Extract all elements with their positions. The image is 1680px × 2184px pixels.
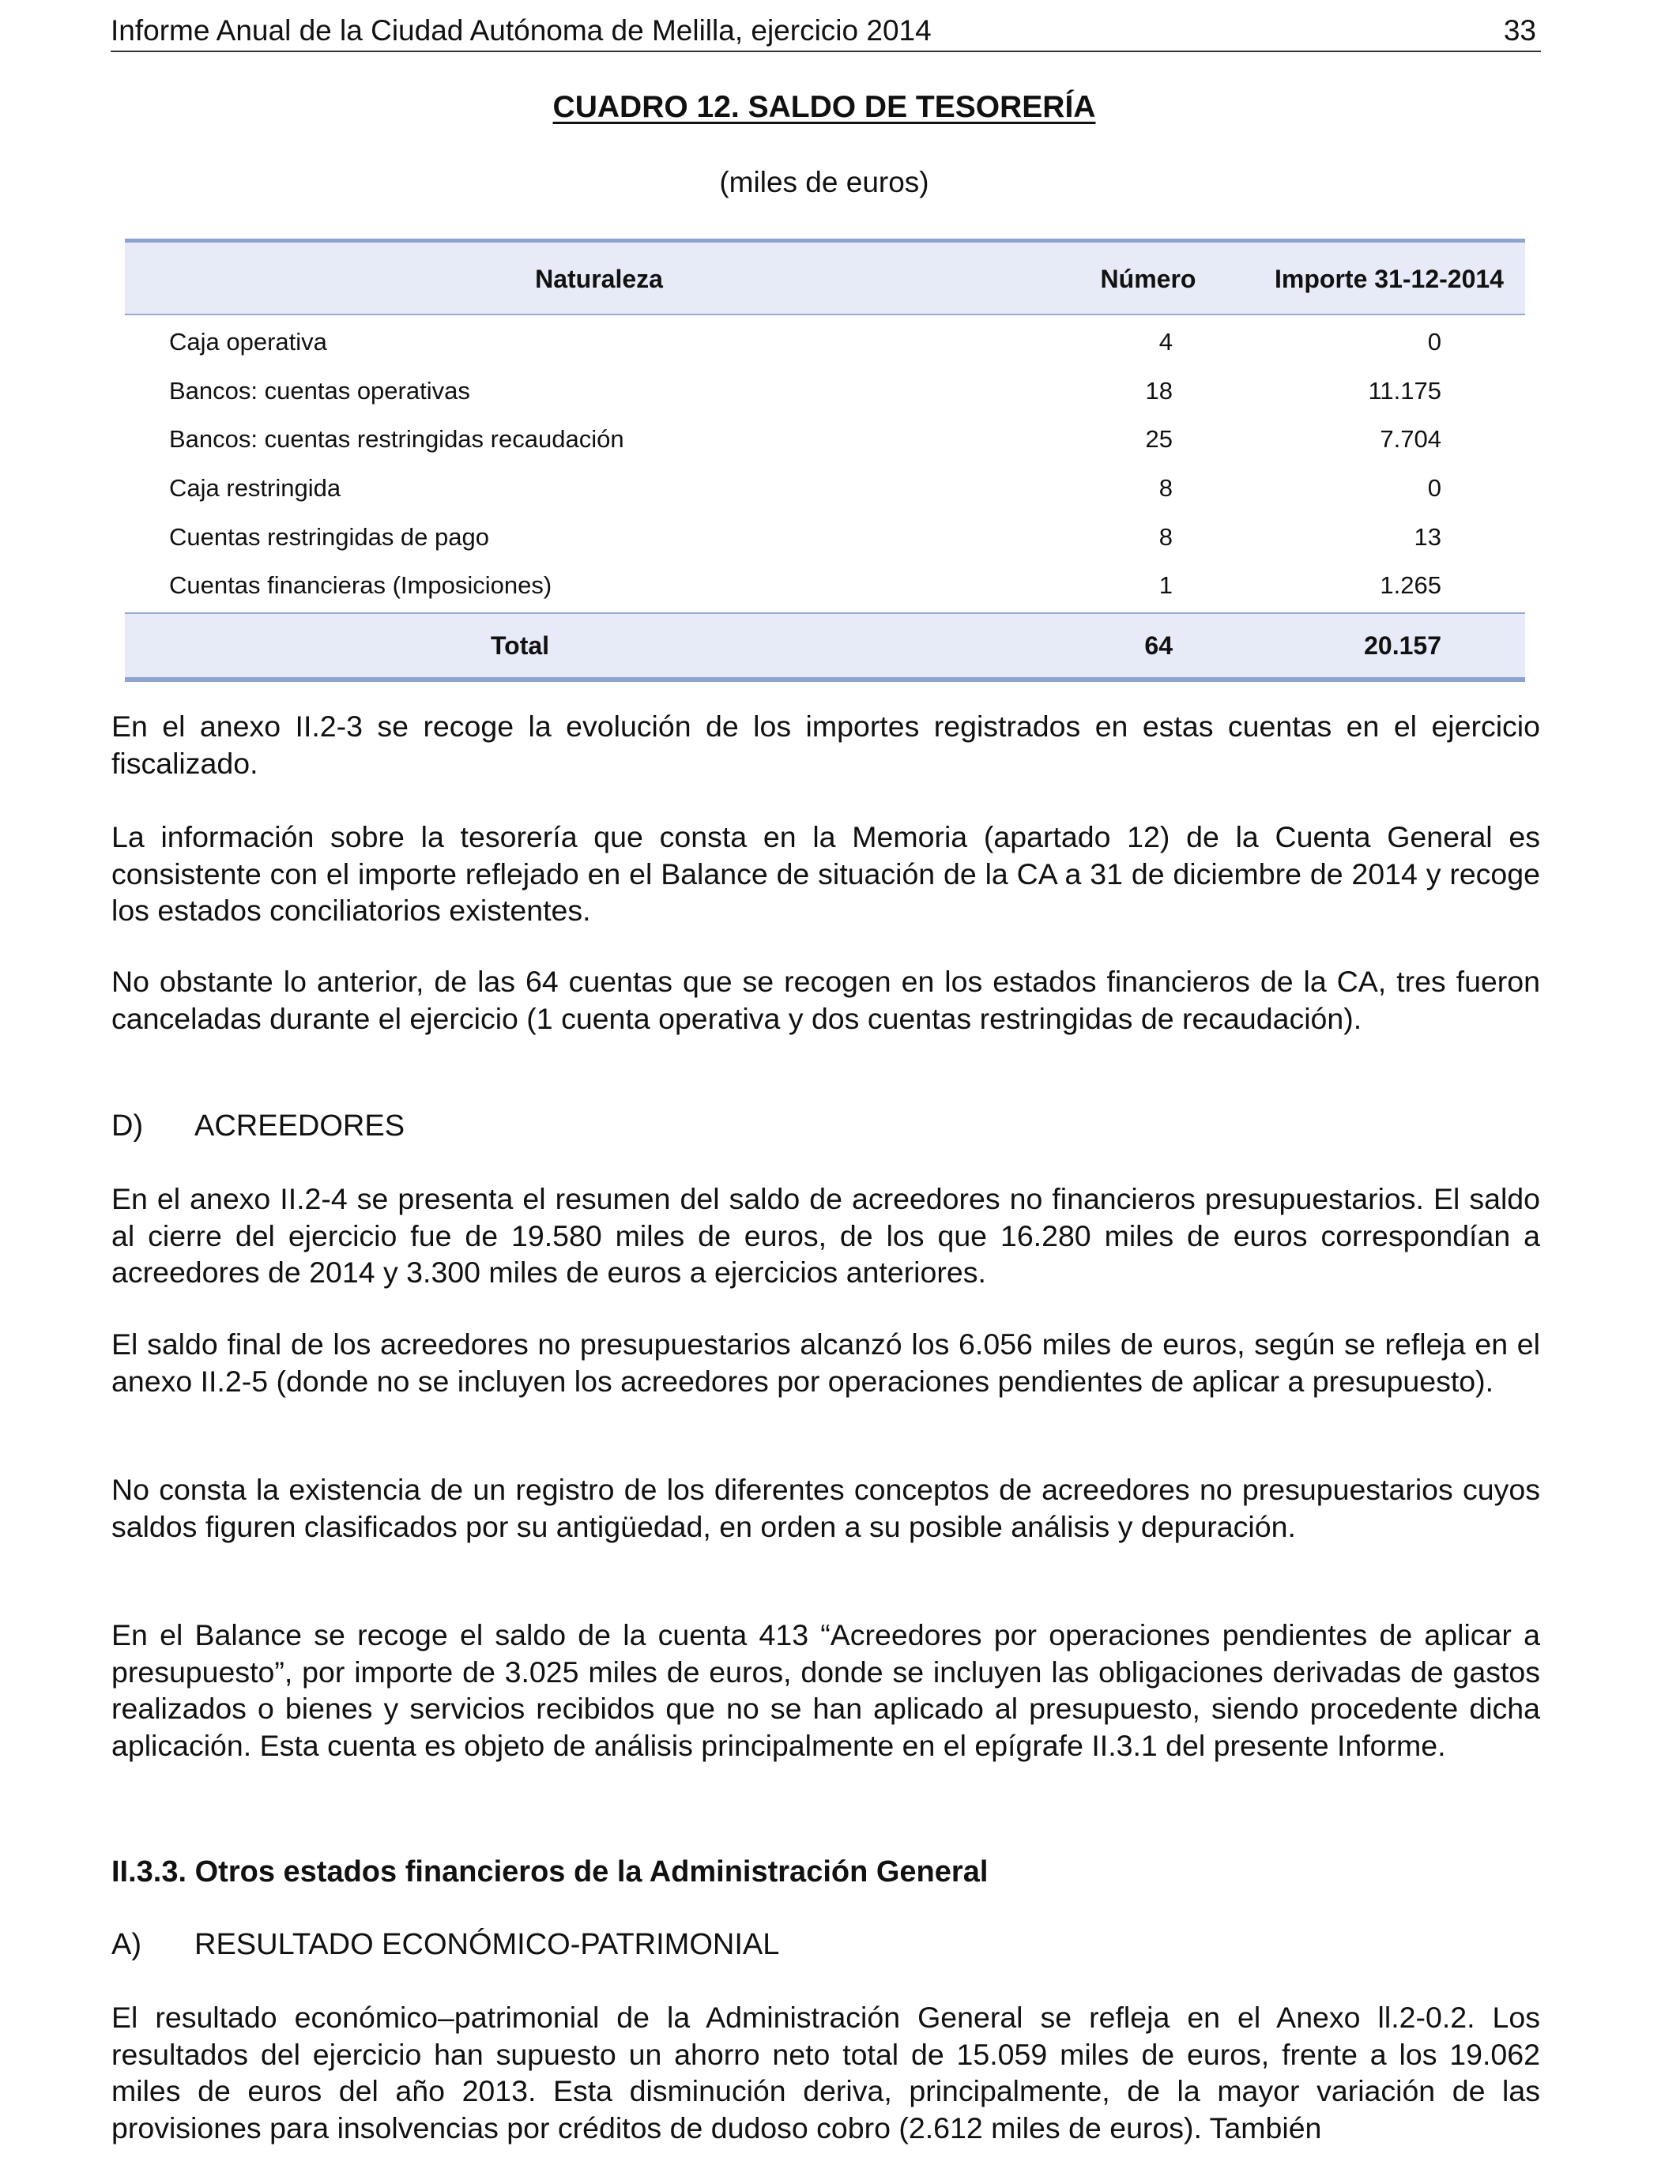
paragraph [111,1617,1540,1764]
paragraph-text: No consta la existencia de un registro de los diferentes conceptos de acreedores no presupuestarios cuyos saldos figuren clasificados por su antigüedad, en orden a su posible análisis y depuración. [111,1473,1540,1543]
row-label: Bancos: cuentas operativas [169,376,470,405]
row-importe: 1.265 [1380,571,1441,600]
paragraph [111,819,1540,929]
paragraph-text: No obstante lo anterior, de las 64 cuentas que se recogen en los estados financieros de la CA, tres fueron canceladas durante el ejercicio (1 cuenta operativa y dos cuentas restringidas de recaudación). [111,965,1540,1035]
heading-text: RESULTADO ECONÓMICO-PATRIMONIAL [194,1928,780,1961]
row-importe: 11.175 [1368,376,1441,405]
section-heading-d [111,1108,405,1144]
row-importe: 0 [1427,328,1441,356]
table-title: CUADRO 12. SALDO DE TESORERÍA [552,90,1096,124]
total-numero: 64 [1144,631,1173,661]
table-row [125,560,1525,609]
column-header-naturaleza: Naturaleza [535,265,663,293]
row-numero: 1 [1158,571,1173,600]
table-body [125,315,1525,612]
row-numero: 25 [1145,425,1173,454]
row-importe: 13 [1414,522,1441,551]
row-importe: 7.704 [1380,425,1441,454]
row-label: Cuentas financieras (Imposiciones) [169,571,552,600]
row-numero: 4 [1158,328,1173,356]
heading-letter: A) [111,1928,141,1961]
row-numero: 18 [1145,376,1173,405]
section-heading-a [111,1926,779,1963]
paragraph [111,1180,1540,1291]
table-row [125,366,1525,415]
table-row [125,463,1525,512]
page-number: 33 [1503,14,1536,47]
total-importe: 20.157 [1364,631,1441,661]
row-importe: 0 [1427,474,1441,503]
paragraph-text: El resultado económico–patrimonial de la Administración General se refleja en el Anexo ll.2-0.2. Los resultados del ejercicio han supuesto un ahorro neto total de 15.059 miles de euros, frente a los 19.062 miles de euros del año 2013. Esta disminución deriva, principalmente, de la mayor variación de las provisiones para insolvencias por créditos de dudoso cobro (2.612 miles de euros). También [111,2001,1540,2144]
table-row [125,512,1525,561]
paragraph-text: El saldo final de los acreedores no presupuestarios alcanzó los 6.056 miles de euros, según se refleja en el anexo II.2-5 (donde no se incluyen los acreedores por operaciones pendientes de aplicar a presupuesto). [111,1327,1540,1398]
row-label: Caja operativa [169,328,327,356]
paragraph-text: En el anexo II.2-4 se presenta el resumen del saldo de acreedores no financieros presupuestarios. El saldo al cierre del ejercicio fue de 19.580 miles de euros, de los que 16.280 miles de euros correspondían a acreedores de 2014 y 3.300 miles de euros a ejercicios anteriores. [111,1182,1540,1289]
row-numero: 8 [1158,474,1173,503]
subsection-title: II.3.3. Otros estados financieros de la Administración General [111,1855,989,1888]
total-label: Total [490,631,550,661]
table-subtitle: (miles de euros) [719,166,929,198]
column-header-importe: Importe 31-12-2014 [1275,265,1504,293]
header-title: Informe Anual de la Ciudad Autónoma de Melilla, ejercicio 2014 [111,14,932,47]
treasury-table [125,239,1525,682]
paragraph [111,1326,1540,1399]
table-row [125,414,1525,463]
table-row [125,317,1525,366]
heading-letter: D) [111,1109,144,1143]
paragraph-text: En el Balance se recoge el saldo de la cuenta 413 “Acreedores por operaciones pendientes de aplicar a presupuesto”, por importe de 3.025 miles de euros, donde se incluyen las obligaciones derivadas de gastos realizados o bienes y servicios recibidos que no se han aplicado al presupuesto, siendo procedente dicha aplicación. Esta cuenta es objeto de análisis principalmente en el epígrafe II.3.1 del presente Informe. [111,1618,1540,1762]
paragraph-text: La información sobre la tesorería que consta en la Memoria (apartado 12) de la Cuenta General es consistente con el importe reflejado en el Balance de situación de la CA a 31 de diciembre de 2014 y recoge los estados conciliatorios existentes. [111,820,1540,927]
table-total-row [125,612,1525,677]
paragraph [111,963,1540,1037]
row-label: Bancos: cuentas restringidas recaudación [169,425,624,454]
row-label: Caja restringida [169,474,341,503]
table-header-row [125,243,1525,315]
heading-text: ACREEDORES [194,1109,405,1143]
paragraph-text: En el anexo II.2-3 se recoge la evolución de los importes registrados en estas cuentas en el ejercicio fiscalizado. [111,710,1540,780]
row-numero: 8 [1158,522,1173,551]
page-header [111,11,1541,52]
column-header-numero: Número [1100,265,1196,293]
paragraph [111,1999,1540,2146]
paragraph [111,1471,1540,1545]
paragraph [111,708,1540,781]
row-label: Cuentas restringidas de pago [169,522,489,551]
